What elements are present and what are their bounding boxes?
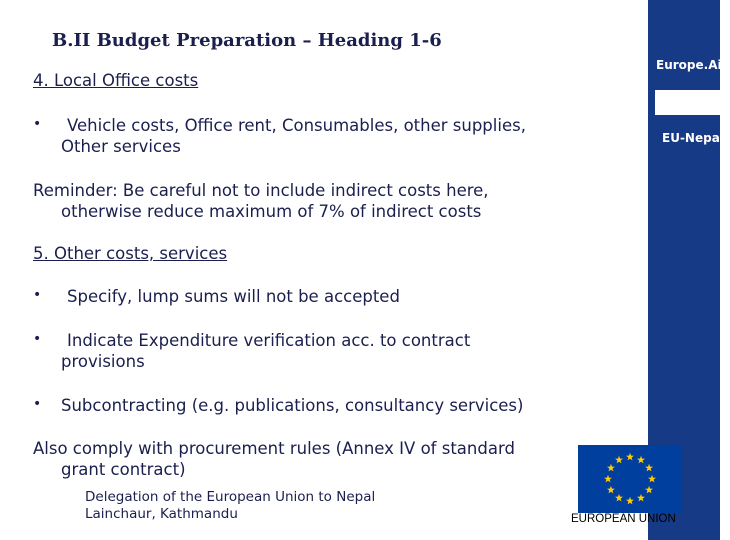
footer-line1: Delegation of the European Union to Nepal [85, 489, 376, 505]
also-line1: Also comply with procurement rules (Annex IV of standard [33, 439, 515, 458]
section-5-heading: 5. Other costs, services [33, 244, 228, 263]
s5-item2-line1: Indicate Expenditure verification acc. to contract [67, 331, 471, 350]
eu-star-icon [626, 497, 634, 505]
footer-line2: Lainchaur, Kathmandu [85, 506, 238, 522]
eu-stars-icon [578, 445, 682, 513]
europeaid-label: Europe.Aid [656, 58, 730, 72]
eu-star-icon [645, 464, 653, 472]
reminder-line2: otherwise reduce maximum of 7% of indirect costs [61, 202, 482, 221]
eu-star-icon [604, 475, 612, 483]
eu-star-icon [645, 486, 653, 494]
slide-title: B.II Budget Preparation – Heading 1-6 [52, 30, 442, 51]
s4-item1-line1: Vehicle costs, Office rent, Consumables, other supplies, [67, 116, 526, 135]
eu-star-icon [607, 486, 615, 494]
eu-star-icon [637, 456, 645, 464]
s4-item1-line2: Other services [61, 137, 181, 156]
section-4-heading: 4. Local Office costs [33, 71, 199, 90]
footer-address [85, 489, 375, 523]
eu-logo [571, 445, 690, 527]
eu-star-icon [637, 494, 645, 502]
eu-nepal-label: EU-Nepal [662, 131, 724, 145]
also-line2: grant contract) [61, 460, 186, 479]
eu-star-icon [607, 464, 615, 472]
eu-logo-caption: EUROPEAN UNION [571, 513, 676, 525]
bullet-icon: • [33, 116, 42, 132]
bullet-icon: • [33, 331, 42, 347]
reminder-line1: Reminder: Be careful not to include indirect costs here, [33, 181, 489, 200]
s5-item3: Subcontracting (e.g. publications, consultancy services) [61, 396, 524, 415]
eu-flag-icon [578, 445, 682, 513]
bullet-icon: • [33, 396, 42, 412]
eu-star-icon [615, 494, 623, 502]
s5-item2-line2: provisions [61, 352, 145, 371]
eu-star-icon [615, 456, 623, 464]
bullet-icon: • [33, 287, 42, 303]
eu-star-icon [648, 475, 656, 483]
eu-star-icon [626, 453, 634, 461]
s5-item1: Specify, lump sums will not be accepted [67, 287, 400, 306]
side-white-box [655, 90, 720, 115]
